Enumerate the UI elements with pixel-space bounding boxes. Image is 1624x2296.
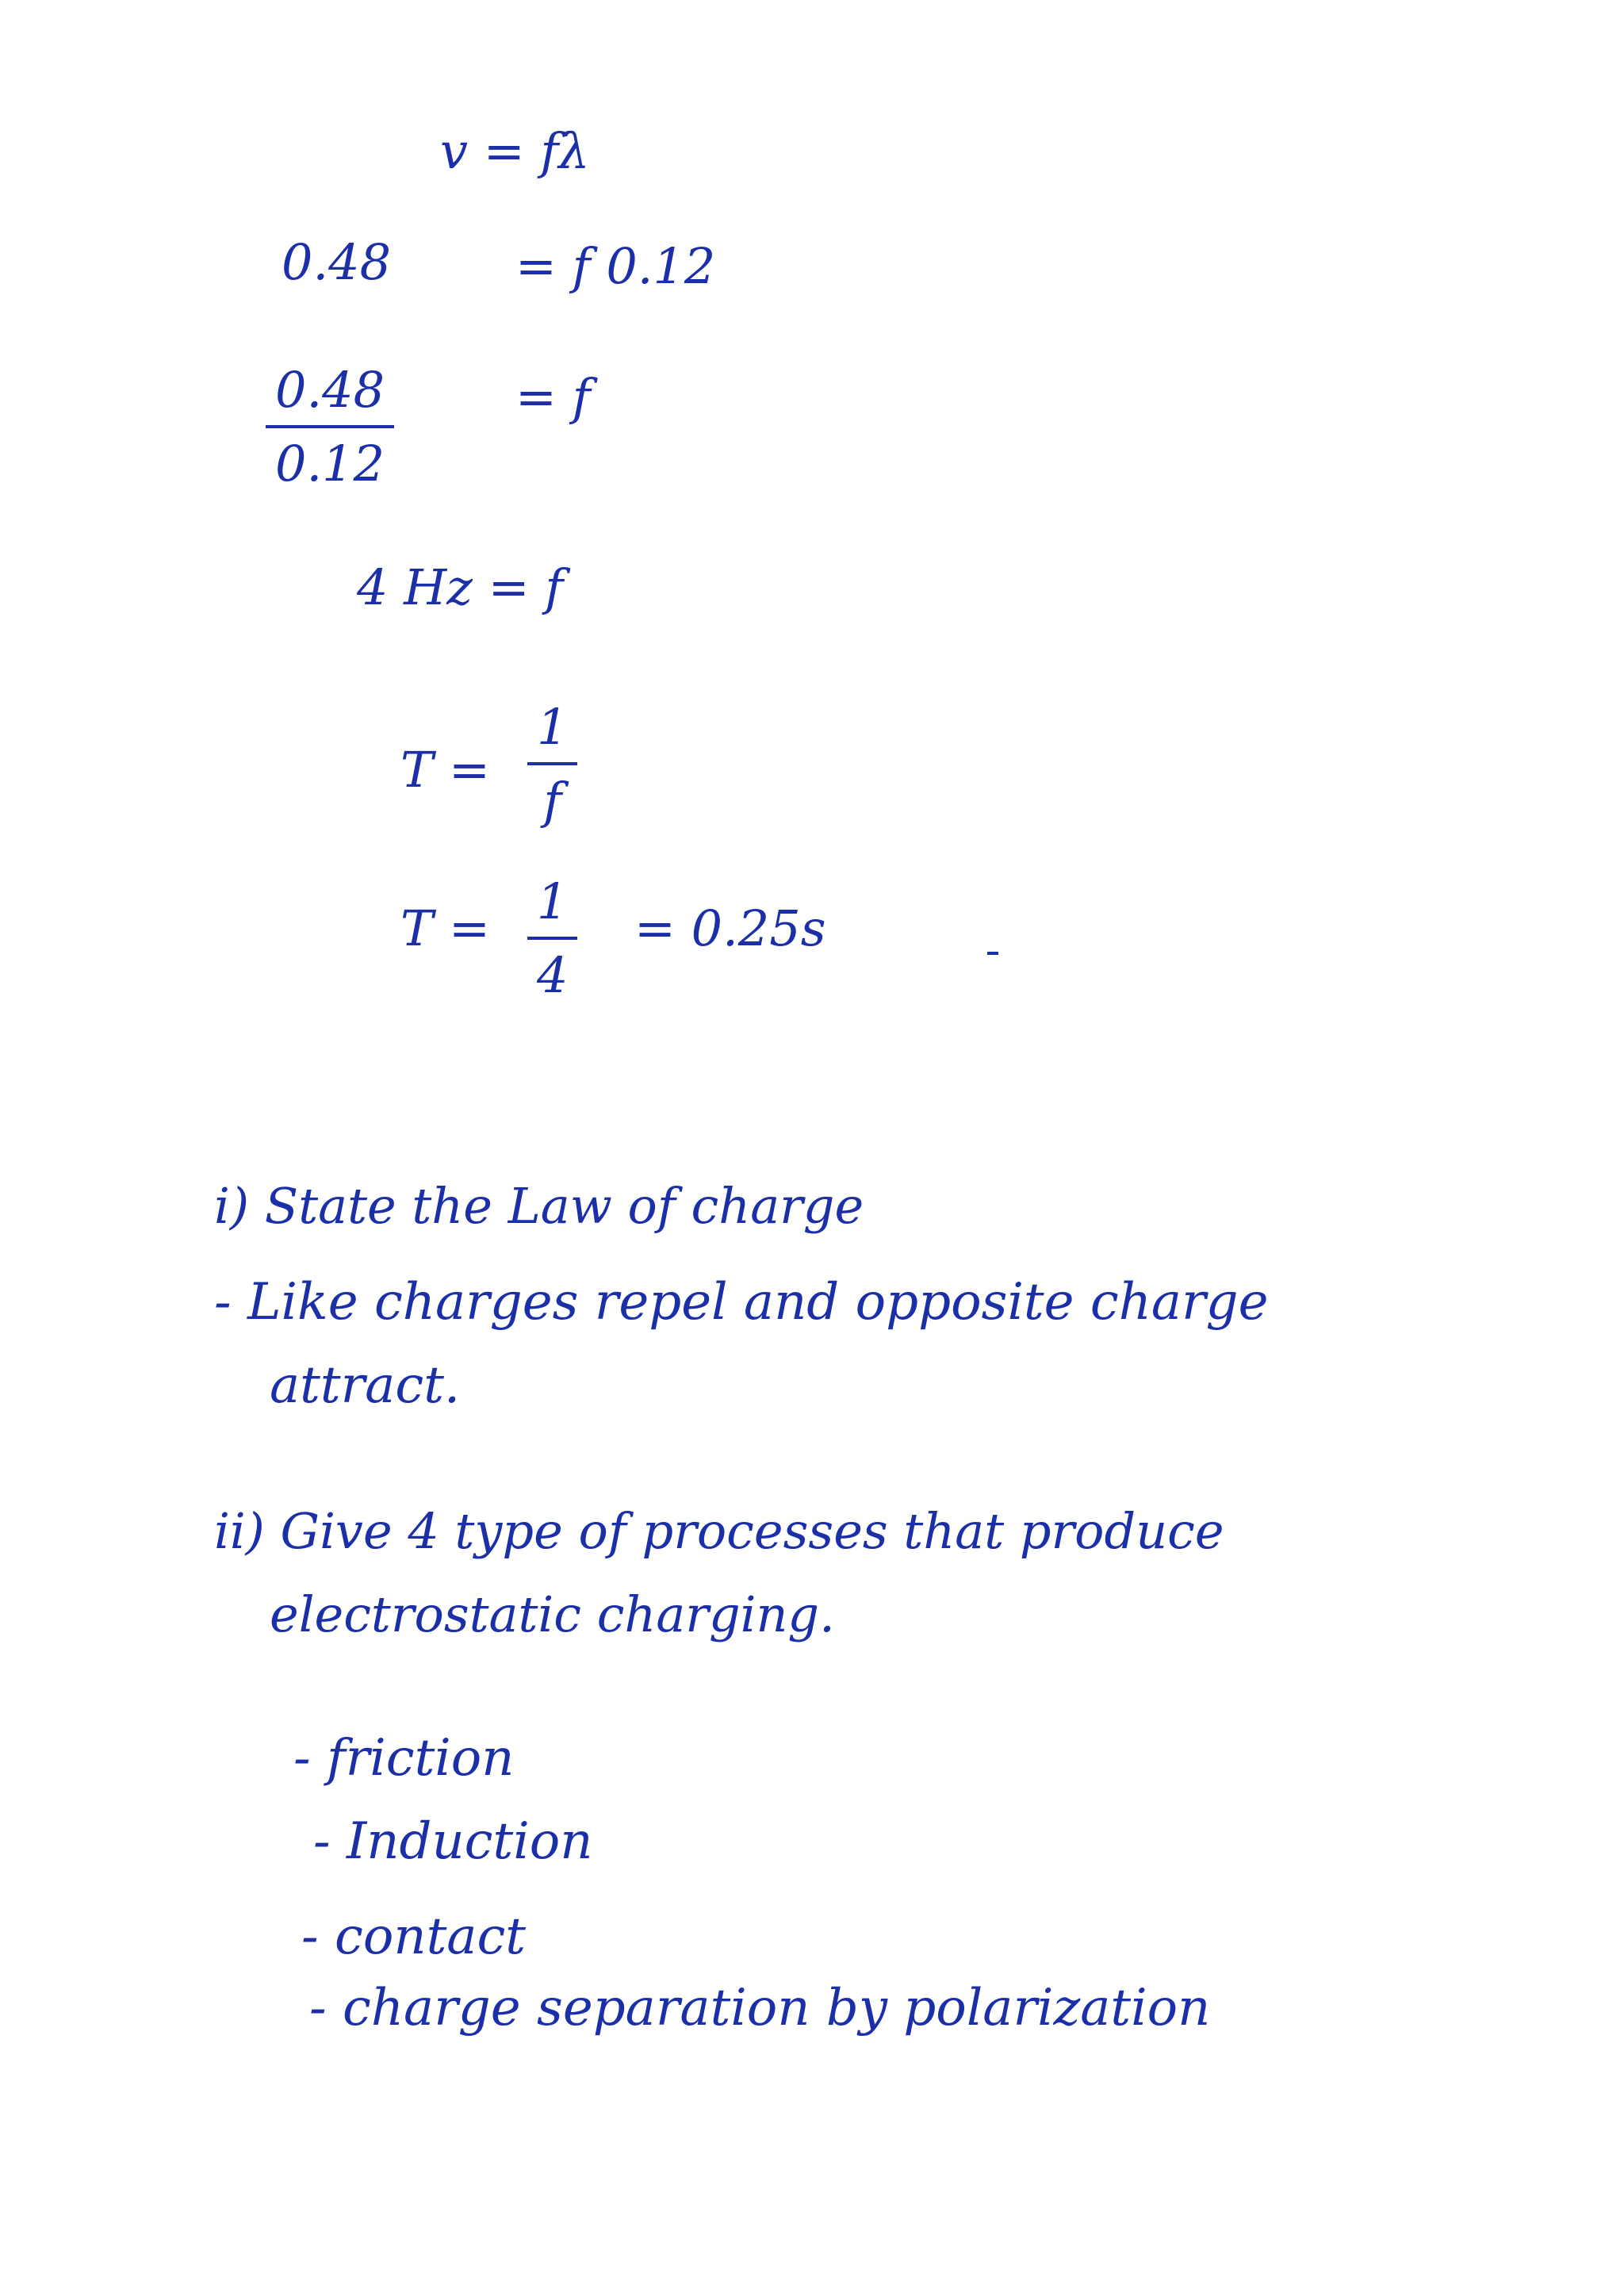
- process-item-induction: - Induction: [313, 1812, 593, 1871]
- period-value-fraction: [527, 872, 577, 1004]
- period-value-left: T =: [400, 899, 491, 957]
- stray-mark: [987, 952, 998, 955]
- period-denominator: f: [543, 772, 562, 830]
- period-value-denominator: 4: [537, 946, 569, 1004]
- process-item-friction: - friction: [293, 1729, 515, 1788]
- answer-1-line-2: attract.: [270, 1356, 461, 1415]
- frequency-result: 4 Hz = f: [357, 558, 564, 616]
- process-item-polarization: - charge separation by polarization: [309, 1979, 1211, 2037]
- period-result: = 0.25s: [634, 899, 826, 957]
- period-fraction: [527, 698, 577, 830]
- question-2-line-1: ii) Give 4 type of processes that produce: [214, 1502, 1224, 1560]
- frequency-fraction: [266, 361, 394, 493]
- period-formula-left: T =: [400, 741, 491, 799]
- answer-1-line-1: - Like charges repel and opposite charge: [214, 1273, 1269, 1332]
- equation-right-expression: = f 0.12: [515, 237, 716, 295]
- fraction-denominator: 0.12: [275, 435, 385, 493]
- period-value-numerator: 1: [537, 872, 569, 930]
- question-1-text: i) State the Law of charge: [214, 1177, 864, 1235]
- process-item-contact: - contact: [301, 1907, 526, 1966]
- period-numerator: 1: [537, 698, 569, 756]
- question-2-line-2: electrostatic charging.: [270, 1585, 835, 1643]
- fraction-numerator: 0.48: [275, 361, 385, 419]
- wave-formula: v = fλ: [440, 122, 590, 180]
- fraction-equals-f: = f: [515, 368, 591, 426]
- equation-left-value: 0.48: [282, 233, 392, 291]
